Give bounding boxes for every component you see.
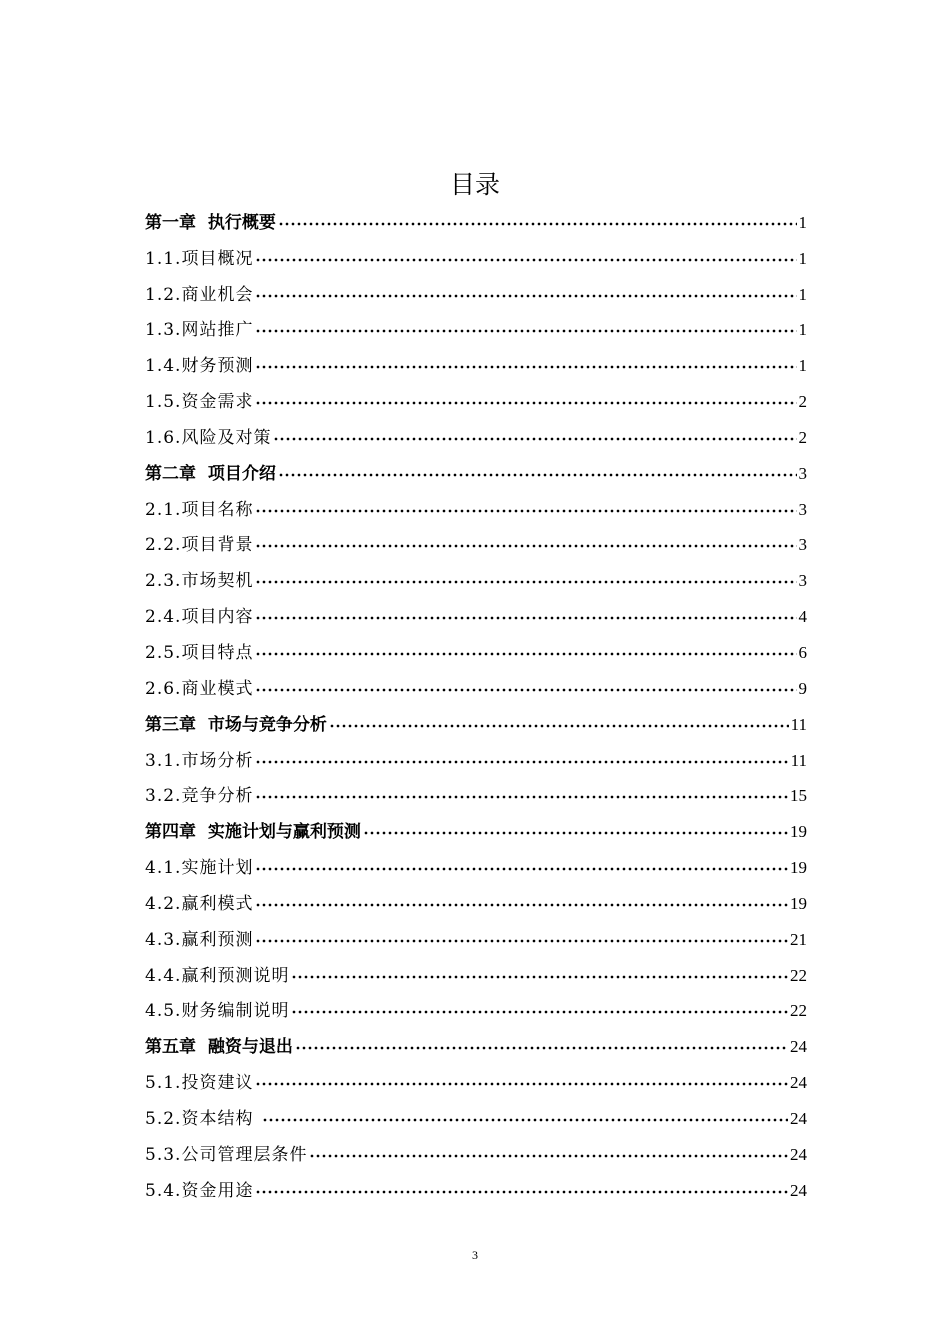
toc-entry-label: 第四章 实施计划与赢利预测 — [145, 822, 361, 843]
toc-entry-page: 2 — [798, 427, 807, 447]
toc-section-entry[interactable] — [145, 415, 807, 451]
toc-entry-page: 21 — [790, 929, 807, 949]
toc-entry-label: 2.2.项目背景 — [145, 535, 254, 556]
dot-leader — [273, 435, 796, 443]
dot-leader — [255, 758, 788, 766]
toc-entry-page: 24 — [790, 1073, 807, 1093]
toc-section-entry[interactable] — [145, 738, 807, 774]
toc-section-entry[interactable] — [145, 379, 807, 415]
dot-leader — [255, 614, 796, 622]
dot-leader — [291, 973, 788, 981]
page-number: 3 — [472, 1248, 478, 1262]
toc-section-entry[interactable] — [145, 845, 807, 881]
toc-entry-label: 5.1.投资建议 — [145, 1073, 254, 1094]
dot-leader — [363, 829, 788, 837]
toc-entry-page: 15 — [790, 786, 807, 806]
toc-entry-page: 1 — [798, 284, 807, 304]
toc-entry-page: 11 — [790, 714, 807, 734]
toc-section-entry[interactable] — [145, 630, 807, 666]
toc-entry-page: 24 — [790, 1037, 807, 1057]
toc-entry-label: 1.4.财务预测 — [145, 356, 254, 377]
toc-entry-label: 第一章 执行概要 — [145, 212, 276, 233]
toc-entry-label: 第三章 市场与竞争分析 — [145, 714, 327, 735]
dot-leader — [295, 1044, 788, 1052]
dot-leader — [255, 1080, 788, 1088]
toc-entry-label: 1.6.风险及对策 — [145, 427, 272, 448]
dot-leader — [255, 686, 796, 694]
toc-entry-label: 5.2.资本结构 — [145, 1108, 260, 1129]
dot-leader — [255, 650, 796, 658]
toc-section-entry[interactable] — [145, 1168, 807, 1204]
toc-section-entry[interactable] — [145, 343, 807, 379]
dot-leader — [255, 937, 788, 945]
toc-entry-page: 1 — [798, 320, 807, 340]
dot-leader — [255, 399, 796, 407]
toc-section-entry[interactable] — [145, 774, 807, 810]
toc-entry-label: 2.6.商业模式 — [145, 678, 254, 699]
toc-entry-page: 6 — [798, 642, 807, 662]
toc-entry-page: 9 — [798, 678, 807, 698]
dot-leader — [255, 292, 796, 300]
toc-entry-page: 3 — [798, 535, 807, 555]
toc-section-entry[interactable] — [145, 917, 807, 953]
toc-entry-page: 22 — [790, 965, 807, 985]
toc-title: 目录 — [449, 170, 500, 199]
toc-chapter-entry[interactable] — [145, 809, 807, 845]
toc-entry-label: 第二章 项目介绍 — [145, 463, 276, 484]
toc-chapter-entry[interactable] — [145, 702, 807, 738]
toc-entry-page: 24 — [790, 1144, 807, 1164]
toc-entry-page: 3 — [798, 463, 807, 483]
dot-leader — [255, 578, 796, 586]
toc-section-entry[interactable] — [145, 666, 807, 702]
toc-entry-page: 19 — [790, 893, 807, 913]
toc-chapter-entry[interactable] — [145, 451, 807, 487]
toc-entry-page: 24 — [790, 1180, 807, 1200]
dot-leader — [291, 1008, 788, 1016]
toc-section-entry[interactable] — [145, 594, 807, 630]
toc-section-entry[interactable] — [145, 487, 807, 523]
toc-entry-label: 2.5.项目特点 — [145, 642, 254, 663]
toc-chapter-entry[interactable] — [145, 200, 807, 236]
toc-entry-label: 4.1.实施计划 — [145, 858, 254, 879]
table-of-contents — [145, 200, 807, 1204]
toc-entry-label: 3.1.市场分析 — [145, 750, 254, 771]
toc-entry-label: 4.4.赢利预测说明 — [145, 965, 290, 986]
dot-leader — [329, 722, 789, 730]
toc-entry-label: 1.2.商业机会 — [145, 284, 254, 305]
toc-entry-page: 22 — [790, 1001, 807, 1021]
toc-entry-label: 2.1.项目名称 — [145, 499, 254, 520]
dot-leader — [255, 507, 796, 515]
dot-leader — [255, 1188, 788, 1196]
toc-entry-label: 4.3.赢利预测 — [145, 929, 254, 950]
toc-section-entry[interactable] — [145, 953, 807, 989]
toc-entry-page: 4 — [798, 607, 807, 627]
toc-entry-label: 1.1.项目概况 — [145, 248, 254, 269]
toc-entry-label: 1.3.网站推广 — [145, 320, 254, 341]
toc-section-entry[interactable] — [145, 1096, 807, 1132]
toc-chapter-entry[interactable] — [145, 1024, 807, 1060]
toc-section-entry[interactable] — [145, 989, 807, 1025]
toc-entry-label: 第五章 融资与退出 — [145, 1037, 293, 1058]
toc-entry-label: 2.3.市场契机 — [145, 571, 254, 592]
dot-leader — [262, 1116, 788, 1124]
toc-section-entry[interactable] — [145, 1132, 807, 1168]
dot-leader — [255, 363, 796, 371]
dot-leader — [255, 901, 788, 909]
toc-entry-page: 2 — [798, 392, 807, 412]
toc-entry-page: 19 — [790, 858, 807, 878]
dot-leader — [255, 327, 796, 335]
toc-entry-label: 4.5.财务编制说明 — [145, 1001, 290, 1022]
toc-entry-page: 3 — [798, 499, 807, 519]
toc-entry-label: 2.4.项目内容 — [145, 607, 254, 628]
toc-entry-label: 5.3.公司管理层条件 — [145, 1144, 308, 1165]
toc-section-entry[interactable] — [145, 881, 807, 917]
toc-entry-page: 3 — [798, 571, 807, 591]
dot-leader — [278, 471, 797, 479]
toc-section-entry[interactable] — [145, 308, 807, 344]
toc-entry-label: 4.2.赢利模式 — [145, 893, 254, 914]
toc-section-entry[interactable] — [145, 272, 807, 308]
toc-entry-page: 1 — [798, 212, 807, 232]
toc-entry-page: 19 — [790, 822, 807, 842]
dot-leader — [278, 220, 797, 228]
dot-leader — [309, 1152, 788, 1160]
toc-entry-label: 3.2.竞争分析 — [145, 786, 254, 807]
toc-entry-page: 11 — [790, 750, 807, 770]
toc-section-entry[interactable] — [145, 236, 807, 272]
toc-section-entry[interactable] — [145, 523, 807, 559]
dot-leader — [255, 865, 788, 873]
toc-section-entry[interactable] — [145, 558, 807, 594]
dot-leader — [255, 256, 796, 264]
dot-leader — [255, 793, 788, 801]
toc-entry-page: 24 — [790, 1108, 807, 1128]
dot-leader — [255, 542, 796, 550]
toc-section-entry[interactable] — [145, 1060, 807, 1096]
toc-entry-label: 1.5.资金需求 — [145, 392, 254, 413]
toc-entry-label: 5.4.资金用途 — [145, 1180, 254, 1201]
toc-entry-page: 1 — [798, 248, 807, 268]
toc-entry-page: 1 — [798, 356, 807, 376]
